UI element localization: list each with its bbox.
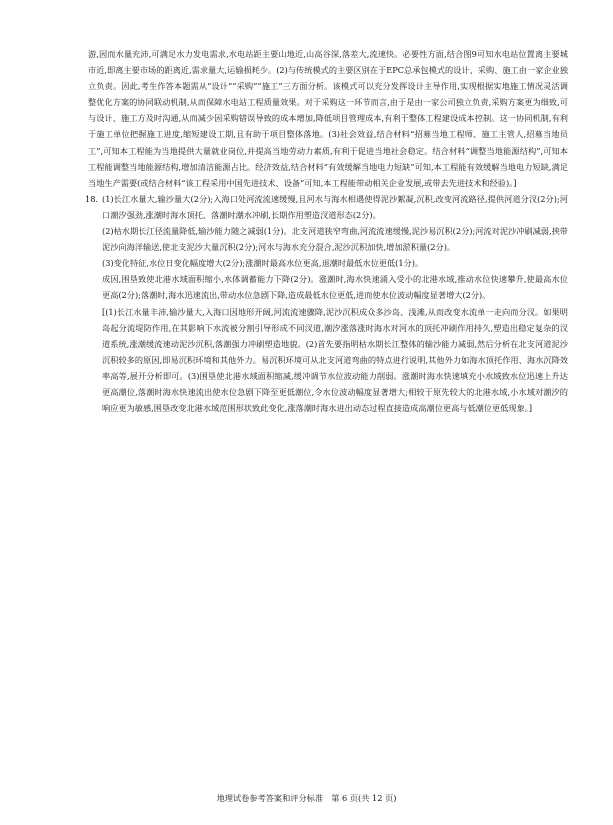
q18-part3-answer: (3)变化特征,水位日变化幅度增大(2分);涨潮时最高水位更高,退潮时最低水位更低(1分)。 [102,258,424,269]
page-footer: 地理试卷参考答案和评分标准 第 6 页(共 12 页) [216,793,397,803]
q18-part2-answer: (2)枯水期长江径流量降低,输沙能力随之减弱(1分)。北支河道狭窄弯曲,河流流速缓慢,泥沙易沉积(2分);河流对泥沙冲刷减弱,挟带泥沙向海洋输送,使北支泥沙大量沉积(2分);河水与海水充分混合,泥沙沉积加快,增加淤积量(2分)。 [102,226,568,253]
answer-page-body [85,46,568,416]
q18-part1-answer: (1)长江水量大,输沙量大(2分);入海口处河流流速缓慢,且河水与海水相遇使得泥沙絮凝,沉积,改变河流路径,提供河道分汊(2分);河口潮汐强劲,涨潮时海水顶托、落潮时潮水冲刷,长期作用塑造汊道形态(2分)。 [102,193,568,220]
q18-analysis: [(1)长江水量丰沛,输沙量大,入海口因地形开阔,河流流速骤降,泥沙沉积成众多沙岛、浅滩,从而改变水流单一走向而分汊。如果明岛起分流堤防作用,在其影响下水流被分割引导形成不同汊道,潮汐涨落涨时海水对河水的顶托冲刷作用持久,塑造出稳定复杂的汊道系统,涨潮缓流速动泥沙沉积,落潮强力冲刷塑造地貌。(2)首先要指明枯水期长江整体的输沙能力减弱,然后分析在北支河道泥沙沉积较多的原因,即易沉积环境和其他外力。易沉积环境可从北支河道弯曲的特点进行说明,其他外力如海水顶托作用、海水沉降效率高等,展开分析即可。(3)围垦使北港水域面积缩减,缓冲调节水位波动能力削弱。涨潮时海水快速填充小水域致水位迅速上升达更高潮位,落潮时海水快速流出使水位急剧下降至更低潮位,令水位波动幅度显著增大;相较于原先较大的北港水域,小水域对潮汐的响应更为敏感,围垦改变北港水域范围形状致此变化,涨落潮时海水进出动态过程直接造成高潮位更高与低潮位更低现象。] [102,306,568,414]
q18-part4-answer: 成因,围垦致使北港水域面积缩小,水体调蓄能力下降(2分)。涨潮时,海水快速涌入受小的北港水域,推动水位快速攀升,使最高水位更高(2分);落潮时,海水迅速流出,带动水位急剧下降,造成最低水位更低,进而使水位波动幅度显著增大(2分)。 [102,274,568,301]
q18-answer-block [85,191,568,416]
q17-answer-continuation: 游,因而水量充沛,可满足水力发电需求,水电站距主要山地近,山高谷深,落差大,流速快。必要性方面,结合图9可知水电站位置离主要城市近,即离主要市场的距离近,需求量大,运输损耗少。(2)与传统模式的主要区别在于EPC总承包模式的设计、采购、施工由一家企业独立负责。因此,考生作答本题需从“设计”“采购”“施工”三方面分析。该模式可以充分发挥设计主导作用,实现根据实地施工情况灵活调整优化方案的协同联动机制,从而保障水电站工程质量效果。对于采购这一环节而言,由于是由一家公司独立负责,采购方案更为细致,可与设计、施工方及时沟通,从而减少因采购错误导致的成本增加,降低项目管理成本,有利于整体工程建设成本控制。这一协同机制,有利于施工单位把握施工进度,缩短建设工期,且有助于项目整体落地。(3)社会效益,结合材料“招募当地工程师、施工主管人,招募当地员工”,可知本工程能为当地提供大量就业岗位,并提高当地劳动力素质,有利于促进当地社会稳定。结合材料“调整当地能源结构”,可知本工程能调整当地能源结构,增加清洁能源占比。经济效益,结合材料“有效缓解当地电力短缺”可知,本工程能有效缓解当地电力短缺,满足当地生产需要(或结合材料“该工程采用中国先进技术、设备”可知,本工程能带动相关企业发展,或带去先进技术和经验)。] [88,49,568,188]
q18-number: 18. [85,193,99,204]
